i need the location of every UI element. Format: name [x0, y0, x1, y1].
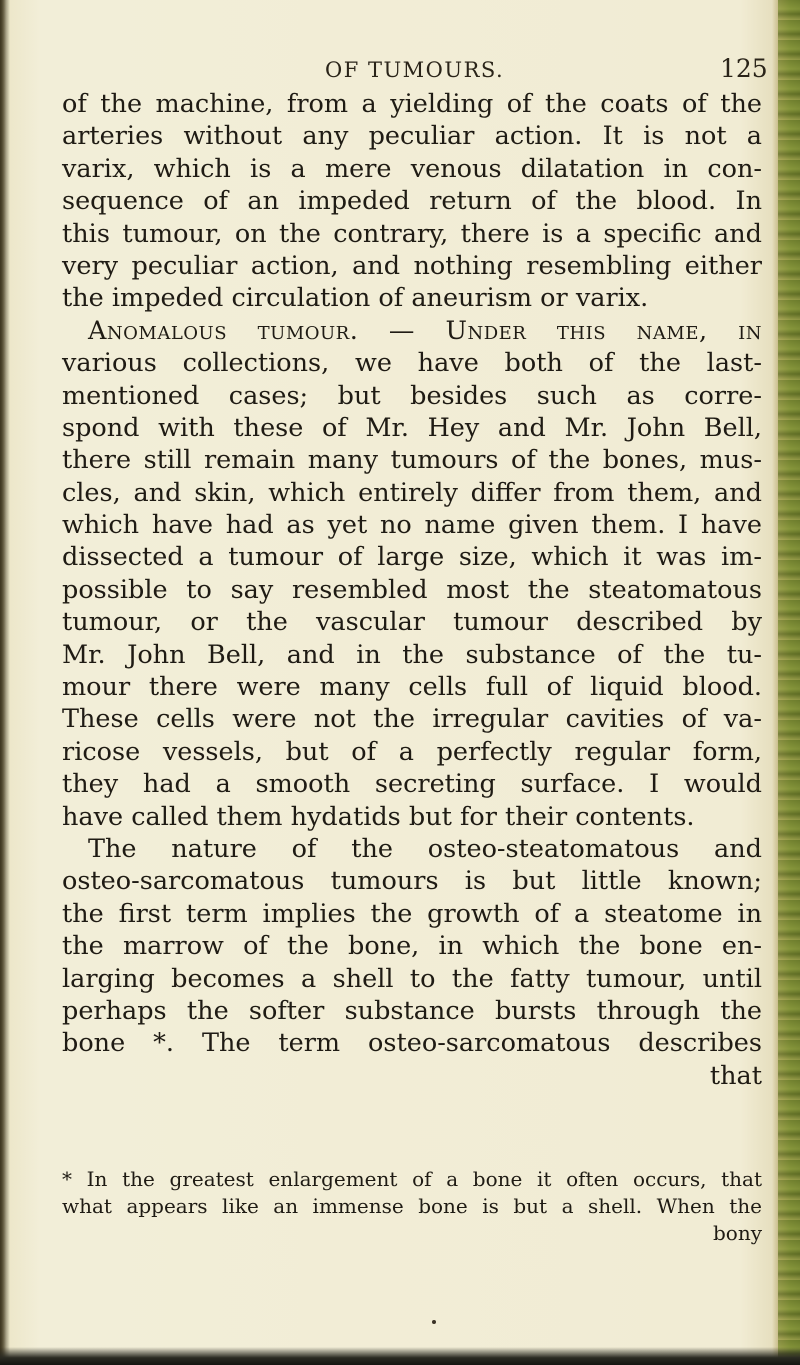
text-line: arteries without any peculiar action. It is not a — [62, 121, 762, 152]
footnote-catchword: bony — [712, 1221, 762, 1245]
text-line: The nature of the osteo-steatomatous and — [88, 833, 762, 864]
text-line: spond with these of Mr. Hey and Mr. John Bell, — [62, 412, 762, 443]
text-line: possible to say resembled most the steatomatous — [62, 574, 762, 605]
text-line: of the machine, from a yielding of the coats of the — [62, 89, 762, 119]
footnote-line: * In the greatest enlargement of a bone it often occurs, that — [62, 1167, 762, 1191]
paper-speck — [432, 1320, 436, 1324]
text-line: mentioned cases; but besides such as corre- — [62, 380, 762, 411]
text-line: tumour, or the vascular tumour described by — [62, 607, 762, 638]
text-line: bone *. The term osteo-sarcomatous describes — [62, 1028, 762, 1059]
text-line: there still remain many tumours of the bones, mus- — [62, 445, 762, 476]
text-line: they had a smooth secreting surface. I would — [62, 769, 762, 800]
text-line: the marrow of the bone, in which the bone en- — [62, 931, 762, 962]
text-line: Mr. John Bell, and in the substance of the tu- — [62, 639, 762, 670]
text-line: the first term implies the growth of a steatome in — [62, 898, 762, 929]
footnote-line: what appears like an immense bone is but a shell. When the — [62, 1194, 762, 1218]
text-line: ricose vessels, but of a perfectly regular form, — [62, 736, 762, 767]
text-line: larging becomes a shell to the fatty tumour, until — [62, 963, 762, 994]
text-line: various collections, we have both of the last- — [62, 348, 762, 379]
page-number: 125 — [720, 54, 768, 83]
page-header — [0, 54, 800, 84]
text-line: sequence of an impeded return of the blood. In — [62, 186, 762, 217]
page-edge-foliage — [778, 0, 800, 1365]
text-line: which have had as yet no name given them. I have — [62, 510, 762, 541]
text-line: this tumour, on the contrary, there is a specific and — [62, 218, 762, 249]
section-heading-line: Anomalous tumour. — Under this name, in — [88, 315, 762, 346]
text-line: mour there were many cells full of liquid blood. — [62, 672, 762, 703]
text-line: perhaps the softer substance bursts through the — [62, 995, 762, 1026]
body-text — [62, 88, 762, 1092]
catchword: that — [709, 1060, 762, 1091]
text-line: have called them hydatids but for their contents. — [62, 801, 695, 832]
text-line: These cells were not the irregular cavities of va- — [62, 704, 762, 735]
footnote — [62, 1166, 762, 1247]
text-line: very peculiar action, and nothing resembling either — [62, 250, 762, 281]
text-line: cles, and skin, which entirely differ from them, and — [62, 477, 762, 508]
page-bottom-edge — [0, 1347, 800, 1365]
text-line: the impeded circulation of aneurism or varix. — [62, 283, 649, 314]
spine-shadow — [0, 0, 10, 1365]
running-title: OF TUMOURS. — [325, 58, 505, 82]
text-line: varix, which is a mere venous dilatation in con- — [62, 153, 762, 184]
text-line: dissected a tumour of large size, which it was im- — [62, 542, 762, 573]
text-line: osteo-sarcomatous tumours is but little known; — [62, 866, 762, 897]
